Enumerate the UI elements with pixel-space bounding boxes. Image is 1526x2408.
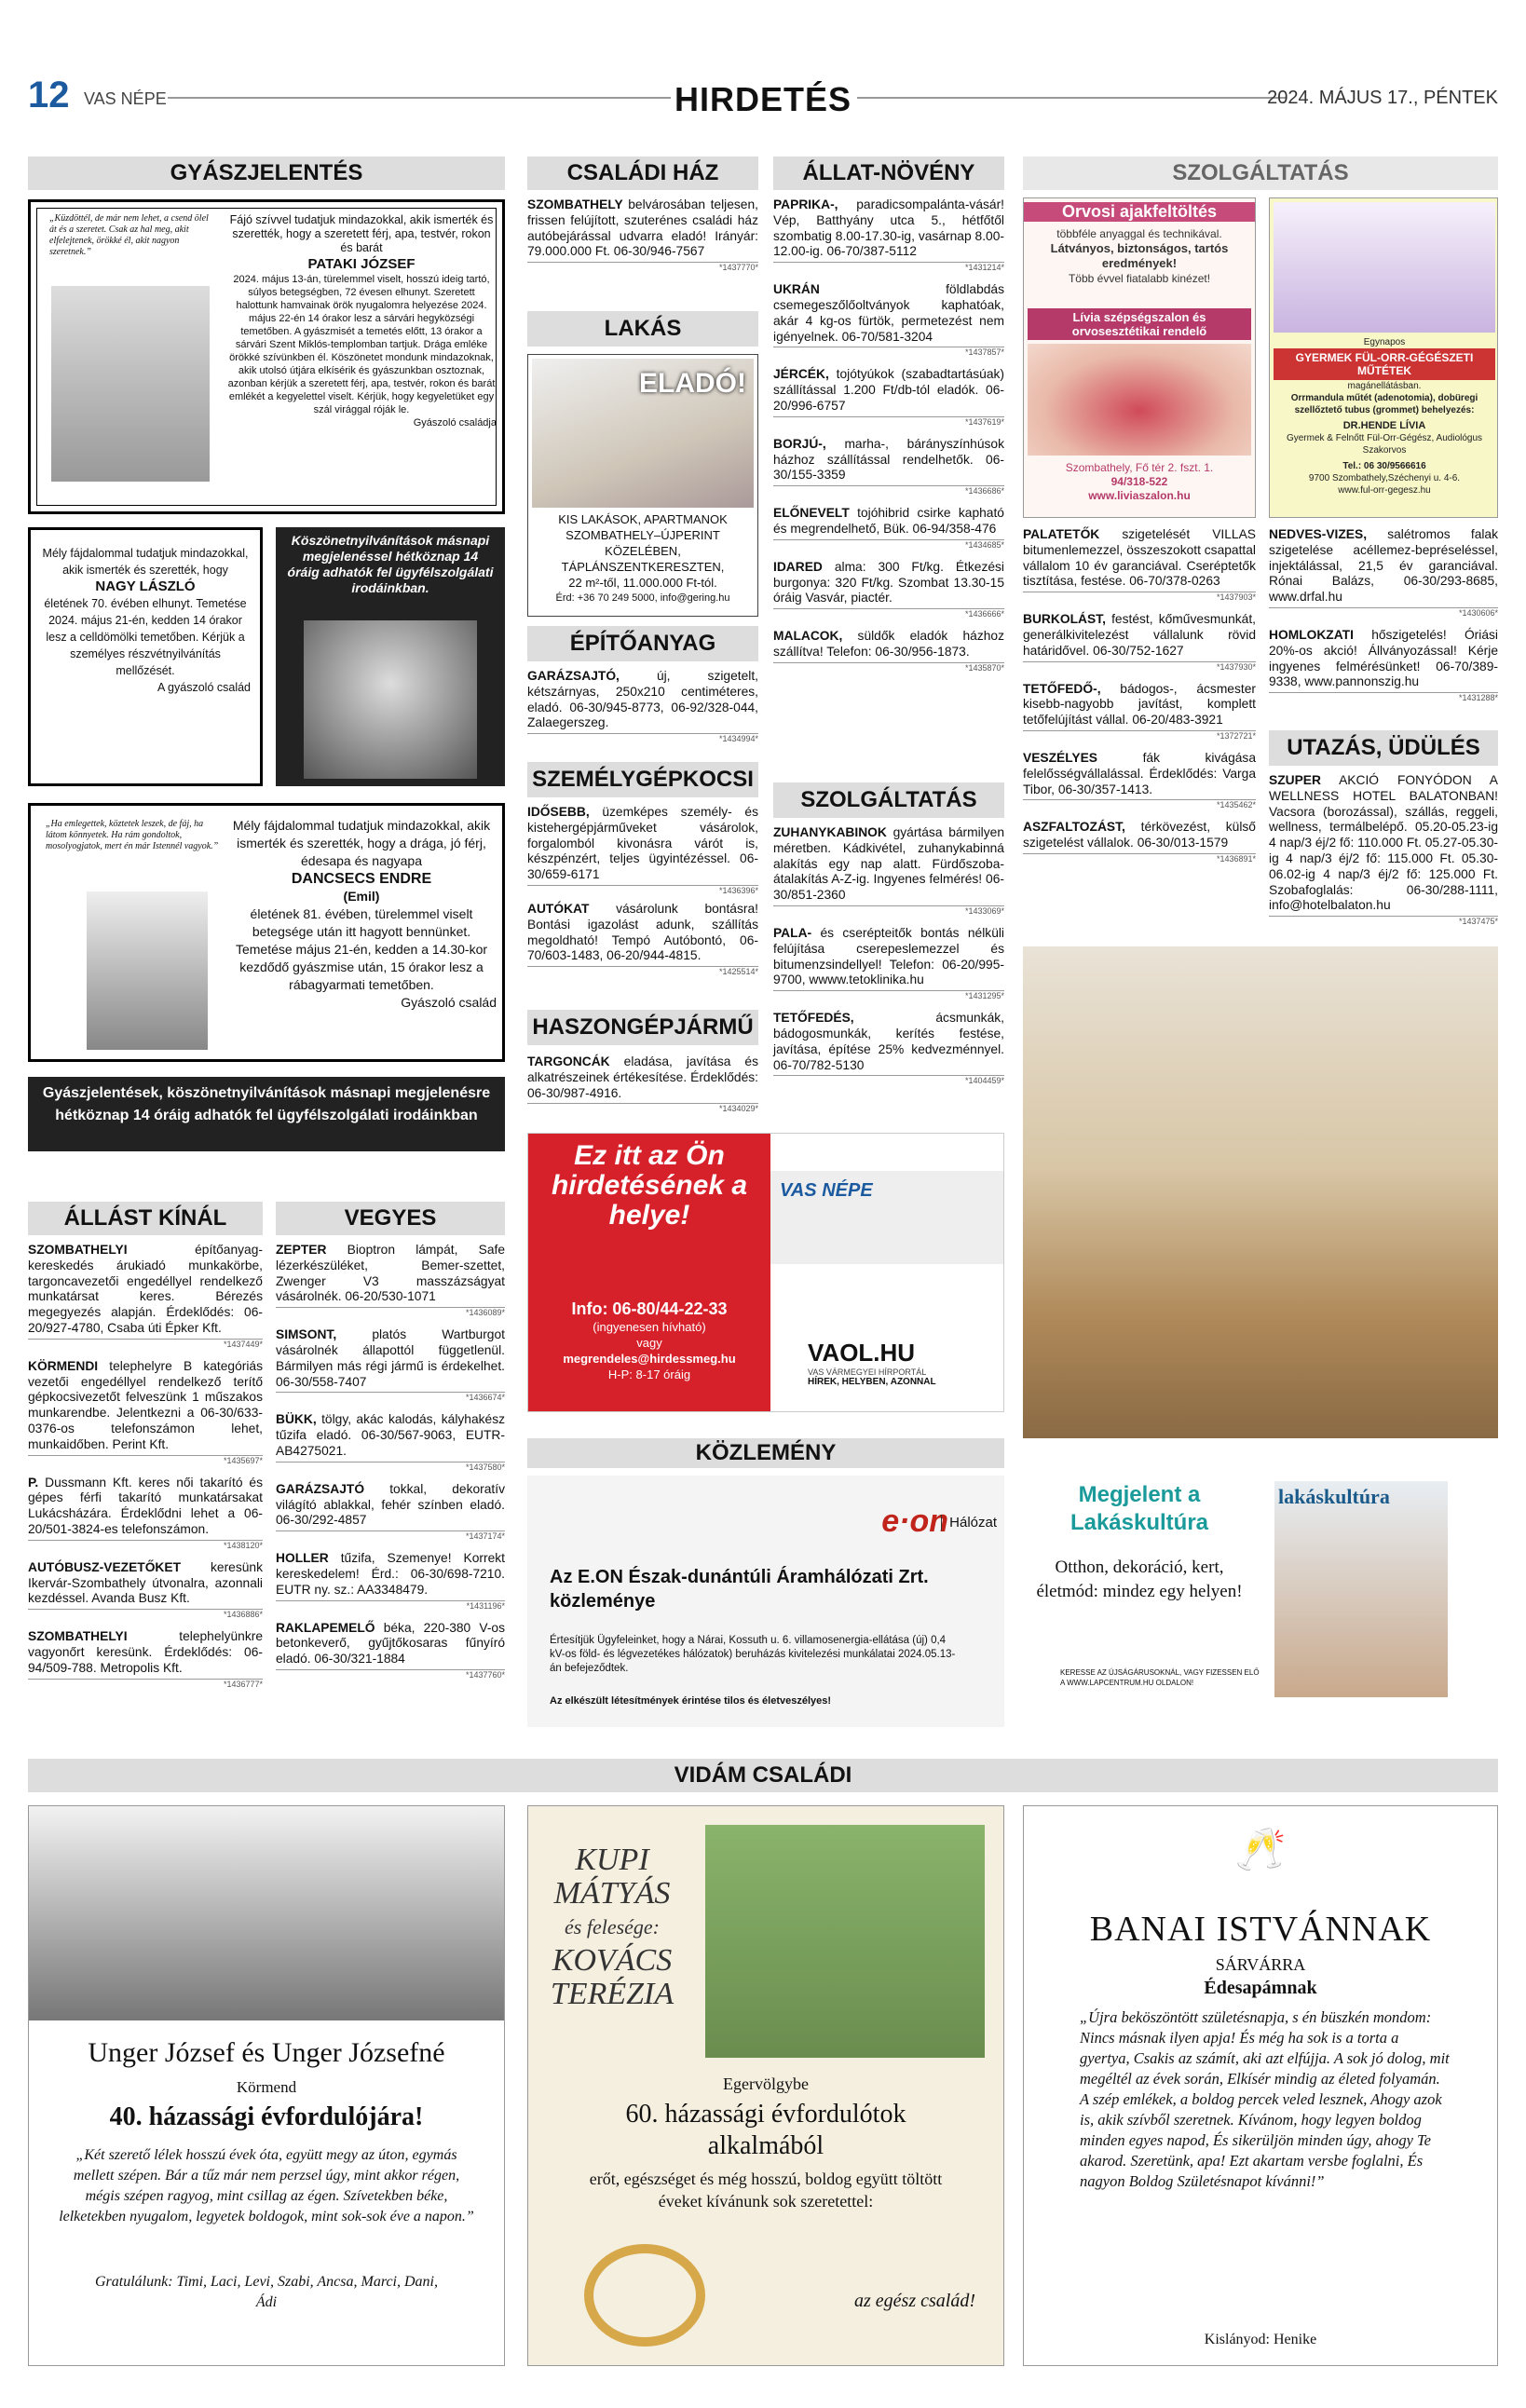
obit-nickname: (Emil) [343,889,380,904]
kupi-anniversary [527,1805,1004,2366]
ad-title: GYERMEK FÜL-ORR-GÉGÉSZETI MŰTÉTEK [1274,348,1495,380]
ad-item: ZEPTER Bioptron lámpát, Safe lézerkészüléket, Bemer-szettet, Zwenger V3 masszázságyat vásárolnék. 06-20/530-1071 *1436089* [276,1243,505,1318]
ad-item: SIMSONT, platós Wartburgot vásárolnék állapottól függetlenül. Bármilyen más régi jármű is érdekelhet. 06-30/558-7407 *1436674* [276,1327,505,1403]
ad-item: NEDVES-VIZES, salétromos falak szigetelése acéllemez-bepréseléssel, injektálással, 21,5 év garanciával. Rónai Balázs, 06-30/293-8685, www.drfal.hu *1430606* [1269,527,1498,618]
ad-line: TÁPLÁNSZENTKERESZTEN, [561,560,725,574]
header-lakas: LAKÁS [527,311,758,347]
vasnepe-ad [527,1133,1004,1412]
header-allat-noveny: ÁLLAT-NÖVÉNY [773,156,1004,190]
obit-body: 2024. május 13-án, türelemmel viselt, hosszú ideig tartó, súlyos betegségben, 72 évesen elhunyt. Szeretett halottunk hamvainak örök nyugalomra helyezése 2024. május 22-én 14 órakor lesz a sárvári hegyközségi temetőben. A gyászmisét a temetés előtt, 13 órakor a sárvári Szent Miklós-templomban tartjuk. Drága emlékе örökké szívünkben él. Köszönetet mondunk mindazoknak, akik utolsó útjára elkísérik és gyászunkban osztoznak, azonban kérjük a szeretett férj, apa, testvér, rokon és barát emlékét a kegyelettel viselt. Kérjük, hogy kegyeletüket egy szál virággal róják le. [227,274,496,415]
obit-intro: Mély fájdalommal tudatjuk mindazokkal, akik ismerték és szerették, hogy [42,547,249,577]
ad-text: Otthon, dekoráció, kert, életmód: mindez egy helyen! [1036,1558,1243,1601]
obituary-pataki [28,199,505,514]
ad-text: Több évvel fiatalabb kinézet! [1068,272,1211,285]
header-csaladi-haz: CSALÁDI HÁZ [527,156,758,190]
ads-csaladi-haz [527,197,758,273]
ad-item: RAKLAPEMELŐ béka, 220-380 V-os betonkeverő, gyűjtőkosaras fűnyíró eladó. 06-30/321-1884 *1437760* [276,1620,505,1680]
ad-text: vagy [636,1336,662,1350]
unger-anniversary [28,1805,505,2366]
header-epitoanyag: ÉPÍTŐANYAG [527,626,758,661]
ad-item: MALACOK, süldők eladók házhoz szállítva! Telefon: 06-30/956-1873. *1435870* [773,629,1004,673]
ads-szolgaltatas-right-b [1269,527,1498,703]
ad-item: TETŐFEDÉS, ácsmunkák, bádogosmunkák, kerítés festése, javítása, építése 25% kedvezménnyel. 06-70/782-5130 *1404459* [773,1011,1004,1086]
ads-allat-noveny [773,197,1004,673]
publication-name: VAS NÉPE [84,89,167,108]
ad-text: többféle anyaggal és technikával. [1056,227,1222,240]
recipient-name: BANAI ISTVÁNNAK [1089,1910,1432,1949]
name-line: MÁTYÁS [553,1876,671,1911]
ad-salon-name: Lívia szépségszalon és orvosesztétikai rendelő [1028,308,1251,340]
obit-sign: Gyászoló család [401,995,497,1010]
ad-email: megrendeles@hirdessmeg.hu [563,1352,736,1366]
obituary-dancsecs [28,803,505,1062]
obituary-nagy [28,527,263,786]
ad-item: SZOMBATHELYI telephelyünkre vagyonőrt keresünk. Érdeklődés: 06-94/509-788. Metropolis Kft. *1436777* [28,1629,263,1689]
couple-names: Unger József és Unger Józsefné [88,2037,445,2068]
ad-contact: Érd: +36 70 249 5000, info@gering.hu [555,592,730,604]
name-line: TERÉZIA [550,1977,674,2011]
magazine-cover [1274,1481,1448,1697]
ad-item: SZOMBATHELYI építőanyag-kereskedés árukiadó munkakörbe, targoncavezetői engedéllyel rendelkező munkatársat keres. Bérezés megegyezés alapján. Érdeklődés: 06-20/927-4780, Csaba úti Épker Kft. *1437449* [28,1243,263,1349]
ad-item: GARÁZSAJTÓ, új, szigetelt, kétszárnyas, 250x210 centiméteres, eladó. 06-30/945-8773, 06-92/328-044, Zalaegerszeg. *1434994* [527,669,758,744]
eon-title: Az E.ON Észak-dunántúli Áramhálózati Zrt. közleménye [550,1567,929,1612]
header-haszongepjarmu: HASZONGÉPJÁRMŰ [527,1010,758,1045]
poem: „Újra beköszöntött születésnapja, s én büszkén mondom: Nincs másnak ilyen apja! És még ha sok is a torta a gyertya, Csakis az számít, aki azt elfújja. A sok jó dolog, mit megéltél az évek során, Elkísér mindig az életed folyamán. A szép emlékek, a boldog percek veled lesznek, Ahogy azok is, akik szívből szeretnek. Kívánom, hogy legyen boldog minden egyes napod, És sikerüljön minden úgy, ahogy Te akarod. Szeretünk, apa! Ezt akartam versbe foglalni, És nagyon Boldog Születésnapot kívánni!” [1080,2008,1450,2190]
obit-intro: Fájó szívvel tudatjuk mindazokkal, akik ismerték és szerették, hogy a szeretett férj, apa, testvér, rokon és barát [229,213,494,254]
clinic-photo [1274,202,1495,333]
ad-text: magánellátásban. [1347,381,1422,391]
thanks-promo-text: Köszönetnyilvánítások másnapi megjelenéssel hétköznap 14 óráig adhatók fel ügyfélszolgálati irodáinkban. [287,533,494,595]
ad-footer: KERESSE AZ ÚJSÁGÁRUSOKNÁL, VAGY FIZESSEN ELŐ A WWW.LAPCENTRUM.HU OLDALON! [1060,1668,1260,1687]
signature: az egész család! [854,2291,975,2311]
ad-item: PALATETŐK szigetelését VILLAS bitumenlemezzel, összeszokott csapattal vállalom 10 év garanciával. Cseréptetők tisztítása, festése. 06-70/378-0263 *1437903* [1023,527,1256,603]
ad-item: GARÁZSAJTÓ tokkal, dekoratív világító ablakkal, fehér színben eladó. 06-30/292-4857 *1437174* [276,1481,505,1542]
ad-item: BORJÚ-, marha-, bárányszínhúsok házhoz szállítással rendelhetők. 06-30/155-3359 *1436686* [773,436,1004,497]
eon-notice [527,1476,1004,1727]
header-szolgaltatas: SZOLGÁLTATÁS [1023,156,1498,190]
ad-text: Egynapos [1363,337,1406,347]
header-vidam-csaladi: VIDÁM CSALÁDI [28,1759,1498,1792]
angel-statue-image [304,620,477,779]
banai-birthday [1023,1805,1498,2366]
ads-vegyes [276,1243,505,1680]
ad-text: Látványos, biztonságos, tartós eredmények! [1050,241,1229,270]
ad-headline: Ez itt az Ön hirdetésének a helye! [551,1140,748,1231]
occasion: 60. házassági évfordulótok alkalmából [625,2100,906,2160]
ad-item: SZUPER AKCIÓ FONYÓDON A WELLNESS HOTEL BALATONBAN! Vacsora (borozással), szállás, reggeli, wellness, termálbelépő. 05.20-05.23-ig 4 nap/3 éj/2 fő: 110.000 Ft. 05.27-05.30-ig 4 nap/3 éj/2 fő: 115.000 Ft. 05.30-06.02-ig 4 nap/3 éj/2 fő: 125.000 Ft. Szobafoglalás: 06-30/288-1111, info@hotelbalaton.hu *1437475* [1269,773,1498,927]
ad-line: 22 m²-től, 11.000.000 Ft-tól. [568,576,717,590]
obit-quote: „Ha emlegettek, köztetek leszek, de fáj, ha látom könnyetek. Ha rám gondoltok, mosolyogjatok, mert én már Istennél vagyok.” [46,819,219,851]
interior-photo [1023,946,1498,1438]
ad-item: ELŐNEVELT tojóhibrid csirke kapható és megrendelhető, Bük. 06-94/358-476 *1434685* [773,506,1004,550]
ad-phone: Tel.: 06 30/9566616 [1342,461,1426,471]
ad-item: AUTÓKAT vásárolunk bontásra! Bontási igazolást adunk, szállítás megoldható! Tempó Autóbontó, 06-70/603-1483, 06-20/944-4815. *1425514* [527,901,758,977]
eon-body: Értesítjük Ügyfeleinket, hogy a Nárai, Kossuth u. 6. villamosenergia-ellátása (új) 0,4 kV-os föld- és légvezetékes hálózatok) beruházás kivitelezési munkálatai 2024.05.13-án befejeződtek. [550,1635,956,1674]
ad-title: Orvosi ajakfeltöltés [1024,202,1255,222]
ads-szolgaltatas-mid [773,825,1004,1086]
gyasz-banner: Gyászjelentések, köszönetnyilvánítások másnapi megjelenésre hétköznap 14 óráig adhatók fel ügyfélszolgálati irodáinkban [28,1077,505,1151]
ads-haszongepjarmu [527,1054,758,1114]
ad-item: PALA- és cserépteitők bontás nélküli felújítása cserepeslemezzel és bitumenzsindellyel! Telefon: 06-20/995-9700, wwww.tetoklinika.hu *1431295* [773,925,1004,1001]
obit-intro: Mély fájdalommal tudatjuk mindazokkal, akik ismerték és szerették, hogy a drága, jó férj, édesapa és nagyapa [232,818,491,868]
newspaper-image: VAS NÉPE [770,1171,1003,1264]
dedication: Édesapámnak [1204,1978,1317,1998]
header-kozlemeny: KÖZLEMÉNY [527,1438,1004,1468]
wedding-photo [29,1806,504,2020]
ad-line: KIS LAKÁSOK, APARTMANOK [558,512,728,526]
signature: Kislányod: Henike [1204,2332,1317,2347]
ad-phone: Info: 06-80/44-22-33 [571,1299,728,1318]
obit-body: életének 70. évében elhunyt. Temetése 2024. május 21-én, kedden 14 órakor lesz a celldömölki temetőben. Kérjük a személyes részvétnyilvánítás mellőzését. [44,597,247,677]
poem: „Két szerető lélek hosszú évek óta, együtt megy az úton, egymás mellett szépen. Bár a tűz már nem perzsel úgy, mint akkor régen, mégis szépen ragyog, mint csillag az égen. Szívetekben béke, lelketekben nyugalom, legyetek boldogok, mint sok-sok éve a napon.” [59,2147,474,2224]
champagne-glasses-icon: 🥂 [1234,1827,1287,1872]
vaol-logo: VAOL.HU [808,1339,916,1367]
obit-quote: „Küzdöttél, de már nem lehet, a csend ölel át és a szeretet. Csak az hal meg, akit elfelejtenek, örökké él, akit nagyon szeretnek.” [49,213,209,257]
eon-logo-sub: Hálózat [941,1515,997,1531]
ad-item: P. Dussmann Kft. keres női takarító és gépes férfi takarító munkatársakat Lukácsházára. Érdeklődni lehet a 06-20/501-3824-es telefonszámon. *1438120* [28,1475,263,1550]
name-line: és felesége: [565,1915,660,1939]
ad-item: IDŐSEBB, üzemképes személy- és kistehergépjárműveket vásárolok, forgalomból kivonásra várót is, készpénzért, teljes ügyintézéssel. 06-30/659-6171 *1436396* [527,805,758,895]
obit-sign: Gyászoló családja [413,417,497,429]
ads-szolgaltatas-right-a [1023,527,1256,864]
ad-item: KÖRMENDI telephelyre B kategóriás vezetői engedéllyel rendelkező terítő gépkocsivezetőt felveszünk 1 műszakos munkarendbe. Jelentkezni a 06-30/633-0376-os telefonszámon lehet, munkaidőben. Perint Kft. *1435697* [28,1358,263,1465]
ad-item: AUTÓBUSZ-VEZETŐKET keresünk Ikervár-Szombathely útvonalra, azonnali kezdéssel. Avanda Busz Kft. *1436886* [28,1559,263,1620]
header-szemelygepkocsi: SZEMÉLYGÉPKOCSI [527,762,758,797]
ads-allast-kinal [28,1243,263,1690]
ad-item: TETŐFEDŐ-, bádogos-, ácsmester kisebb-nagyobb javítást, komplett tetőfelújítást vállal. 06-20/483-3921 *1372721* [1023,681,1256,741]
ad-phone: 94/318-522 [1110,475,1168,488]
place: Körmend [236,2078,297,2096]
livia-ad [1023,197,1256,518]
eon-note: Az elkészült létesítmények érintése tilos és életveszélyes! [550,1695,832,1707]
ads-epitoanyag [527,669,758,744]
ad-text: Gyermek & Felnőtt Fül-Orr-Gégész, Audiológus Szakorvos [1286,433,1483,456]
ad-hours: H-P: 8-17 óráig [607,1367,691,1381]
vaol-sub: VAS VÁRMEGYEI HÍRPORTÁL [808,1367,927,1377]
ad-item: TARGONCÁK eladása, javítása és alkatrészeinek értékesítése. Érdeklődés: 06-30/987-4916. *1434029* [527,1054,758,1114]
magazine-title: lakáskultúra [1278,1485,1390,1508]
place: SÁRVÁRRA [1215,1955,1306,1974]
issue-date: 2024. MÁJUS 17., PÉNTEK [1267,88,1498,108]
portrait-photo [51,286,210,482]
occasion: 40. házassági évfordulójára! [109,2102,424,2131]
ad-item: ASZFALTOZÁST, térkövezést, külső szigetelést vállalok. 06-30/013-1579 *1436891* [1023,820,1256,864]
thanks-promo [276,527,505,786]
ad-text: (ingyenesen hívható) [593,1320,706,1334]
eon-logo: e·on [881,1503,948,1539]
ads-szemelygepkocsi [527,805,758,977]
ad-line: SZOMBATHELY–ÚJPERINT KÖZELÉBEN, [565,528,720,558]
ad-item: JÉRCÉK, tojótyúkok (szabadtartásúak) szállítással 1.200 Ft/db-tól eladók. 06-20/996-6757 *1437619* [773,367,1004,427]
ad-item: PAPRIKA-, paradicsompalánta-vásár! Vép, Batthyány utca 5., hétfőtől szombatig 8.00-17.30-ig, vasárnap 8.00-12.00-ig. 06-70/387-5112 *1431214* [773,197,1004,273]
header-gyaszjelentes: GYÁSZJELENTÉS [28,156,505,190]
ad-headline: Megjelent a Lakáskultúra [1070,1482,1209,1535]
lakas-ad [527,354,758,617]
rings-image [584,2244,705,2347]
ad-web: www.liviaszalon.hu [1088,489,1191,502]
wish: erőt, egészséget és még hosszú, boldog együtt töltött éveket kívánunk sok szeretettel: [589,2170,943,2211]
masthead [28,75,1498,121]
ad-text: Orrmandula műtét (adenotomia), dobüregi szellőztető tubus (grommet) behelyezés: [1290,393,1478,415]
elado-label: ELADÓ! [639,368,746,399]
obit-sign: A gyászoló család [157,681,251,694]
ads-utazas [1269,773,1498,927]
obit-name: PATAKI JÓZSEF [307,256,416,272]
ad-web: www.ful-orr-gegesz.hu [1338,485,1431,496]
ad-item: HOMLOKZATI hőszigetelés! Óriási 20%-os akció! Állványozással! Kérje ingyenes felmérésünket! 06-70/389-9338, www.pannonszig.hu *1431288* [1269,627,1498,703]
header-allast-kinal: ÁLLÁST KÍNÁL [28,1202,263,1235]
ad-item: SZOMBATHELY belvárosában teljesen, frissen felújított, szuterénes családi ház autóbejárással udvarra eladó! Irányár: 79.000.000 Ft. 06-30/946-7567 *1437770* [527,197,758,273]
ad-address: 9700 Szombathely,Széchenyi u. 4-6. [1308,473,1461,483]
divider [857,97,1286,99]
signature: Gratulálunk: Timi, Laci, Levi, Szabi, Ancsa, Marci, Dani, Ádi [95,2274,438,2310]
obit-body: életének 81. évében, türelemmel viselt betegsége után itt hagyott bennünket. Temetése május 21-én, kedden a 14.30-kor kezdődő gyászmise után, 15 órakor lesz a rábagyarmati temetőben. [235,906,488,992]
lakaskultura-ad [1023,1462,1498,1727]
page-number: 12 [28,75,70,116]
portrait-photo [87,891,208,1050]
section-title: HIRDETÉS [674,80,852,118]
name-line: KOVÁCS [552,1943,673,1978]
ad-address: Szombathely, Fő tér 2. fszt. 1. [1065,461,1214,474]
ad-item: ZUHANYKABINOK gyártása bármilyen méretben. Kádkivétel, zuhanykabinná alakítás egy nap alatt. Fürdőszoba-átalakítás A-Z-ig. Ingyenes felmérés! 06-30/851-2360 *1433069* [773,825,1004,916]
header-vegyes: VEGYES [276,1202,505,1235]
ad-item: BÜKK, tölgy, akác kalodás, kályhakész tűzifa eladó. 06-30/567-9063, EUTR-AB4275021. *1437580* [276,1412,505,1472]
obit-name: NAGY LÁSZLÓ [95,578,196,594]
ad-item: VESZÉLYES fák kivágása felelősségvállalással. Érdeklődés: Varga Tibor, 06-30/357-1413. *1435462* [1023,750,1256,810]
ad-item: IDARED alma: 300 Ft/kg. Étkezési burgonya: 320 Ft/kg. Szombat 13.30-15 óráig Vasvár, piactér. *1436666* [773,559,1004,619]
vaol-tagline: HÍREK, HELYBEN, AZONNAL [808,1377,936,1387]
doctor-name: DR.HENDE LÍVIA [1342,420,1426,431]
ad-item: UKRÁN földlabdás csemegeszőlőoltványok kaphatóak, akár 4 kg-os fürtök, permetezést nem igényelnek. 06-70/581-3204 *1437857* [773,282,1004,358]
obit-name: DANCSECS ENDRE [291,871,432,887]
gyermek-ful-orr-gege-ad [1269,197,1498,518]
name-line: KUPI [575,1843,649,1877]
couple-photo [705,1825,985,2058]
place: Egervölgybe [723,2075,809,2093]
lips-photo [1028,344,1251,456]
ad-item: BURKOLÁST, festést, kőművesmunkát, generálkivitelezést vállalunk rövid határidővel. 06-30/752-1627 *1437930* [1023,612,1256,672]
ad-item: HOLLER tűzifa, Szemenye! Korrekt kereskedelem! Érd.: 06-30/698-7210. EUTR ny. sz.: AA3348479. *1431196* [276,1551,505,1611]
header-utazas: UTAZÁS, ÜDÜLÉS [1269,730,1498,766]
header-szolgaltatas-2: SZOLGÁLTATÁS [773,782,1004,818]
